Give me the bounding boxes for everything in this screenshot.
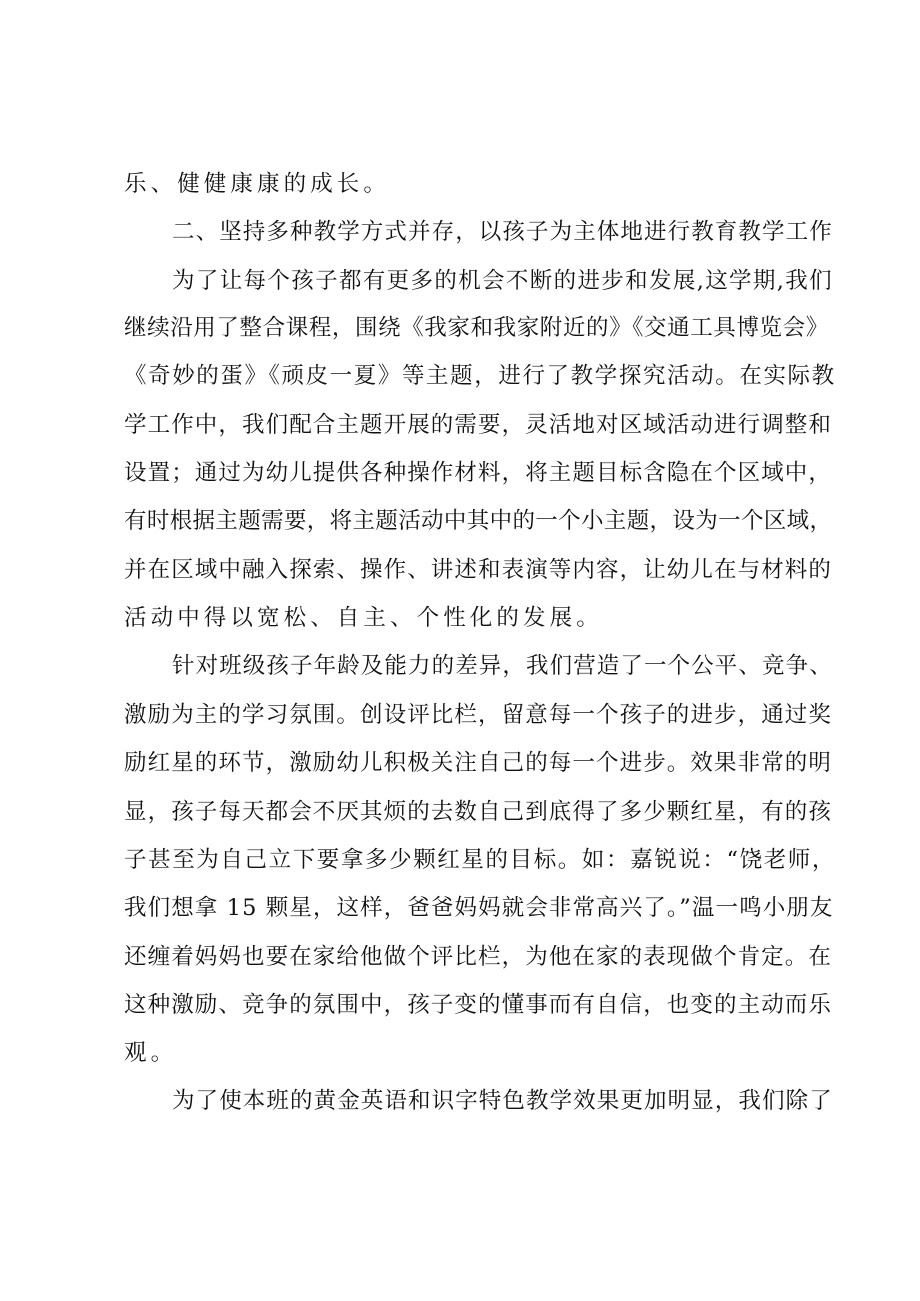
paragraph-line: 子甚至为自己立下要拿多少颗红星的目标。如：嘉锐说：“饶老师， bbox=[124, 847, 837, 873]
paragraph-line: 这种激励、竞争的氛围中，孩子变的懂事而有自信，也变的主动而乐 bbox=[124, 992, 833, 1018]
paragraph-line: 乐、健健康康的成长。 bbox=[124, 171, 391, 197]
paragraph-line: 学工作中，我们配合主题开展的需要，灵活地对区域活动进行调整和 bbox=[124, 412, 833, 438]
paragraph-line: 显，孩子每天都会不厌其烦的去数自己到底得了多少颗红星，有的孩 bbox=[124, 799, 833, 825]
paragraph-line: 并在区域中融入探索、操作、讲述和表演等内容，让幼儿在与材料的 bbox=[124, 557, 833, 583]
paragraph-line: 励红星的环节，激励幼儿积极关注自己的每一个进步。效果非常的明 bbox=[124, 750, 833, 776]
paragraph-line: 设置；通过为幼儿提供各种操作材料，将主题目标含隐在个区域中， bbox=[124, 460, 833, 486]
paragraph-line: 继续沿用了整合课程，围绕《我家和我家附近的》《交通工具博览会》 bbox=[124, 315, 829, 341]
paragraph-line: 还缠着妈妈也要在家给他做个评比栏，为他在家的表现做个肯定。在 bbox=[124, 944, 833, 970]
paragraph-line: 有时根据主题需要，将主题活动中其中的一个小主题，设为一个区域， bbox=[124, 508, 833, 534]
paragraph-line: 我们想拿 15 颗星，这样，爸爸妈妈就会非常高兴了。”温一鸣小朋友 bbox=[124, 895, 834, 921]
paragraph-line: 激励为主的学习氛围。创设评比栏，留意每一个孩子的进步，通过奖 bbox=[124, 702, 833, 728]
paragraph-line: 针对班级孩子年龄及能力的差异，我们营造了一个公平、竞争、 bbox=[172, 653, 833, 679]
paragraph-line: 活动中得以宽松、自主、个性化的发展。 bbox=[124, 605, 603, 631]
paragraph-line: 为了让每个孩子都有更多的机会不断的进步和发展,这学期,我们 bbox=[172, 268, 833, 294]
paragraph-line: 《奇妙的蛋》《顽皮一夏》等主题，进行了教学探究活动。在实际教 bbox=[124, 363, 836, 389]
section-heading: 二、坚持多种教学方式并存，以孩子为主体地进行教育教学工作 bbox=[172, 219, 833, 245]
paragraph-line: 观。 bbox=[124, 1040, 178, 1066]
paragraph-line: 为了使本班的黄金英语和识字特色教学效果更加明显，我们除了 bbox=[172, 1088, 833, 1114]
